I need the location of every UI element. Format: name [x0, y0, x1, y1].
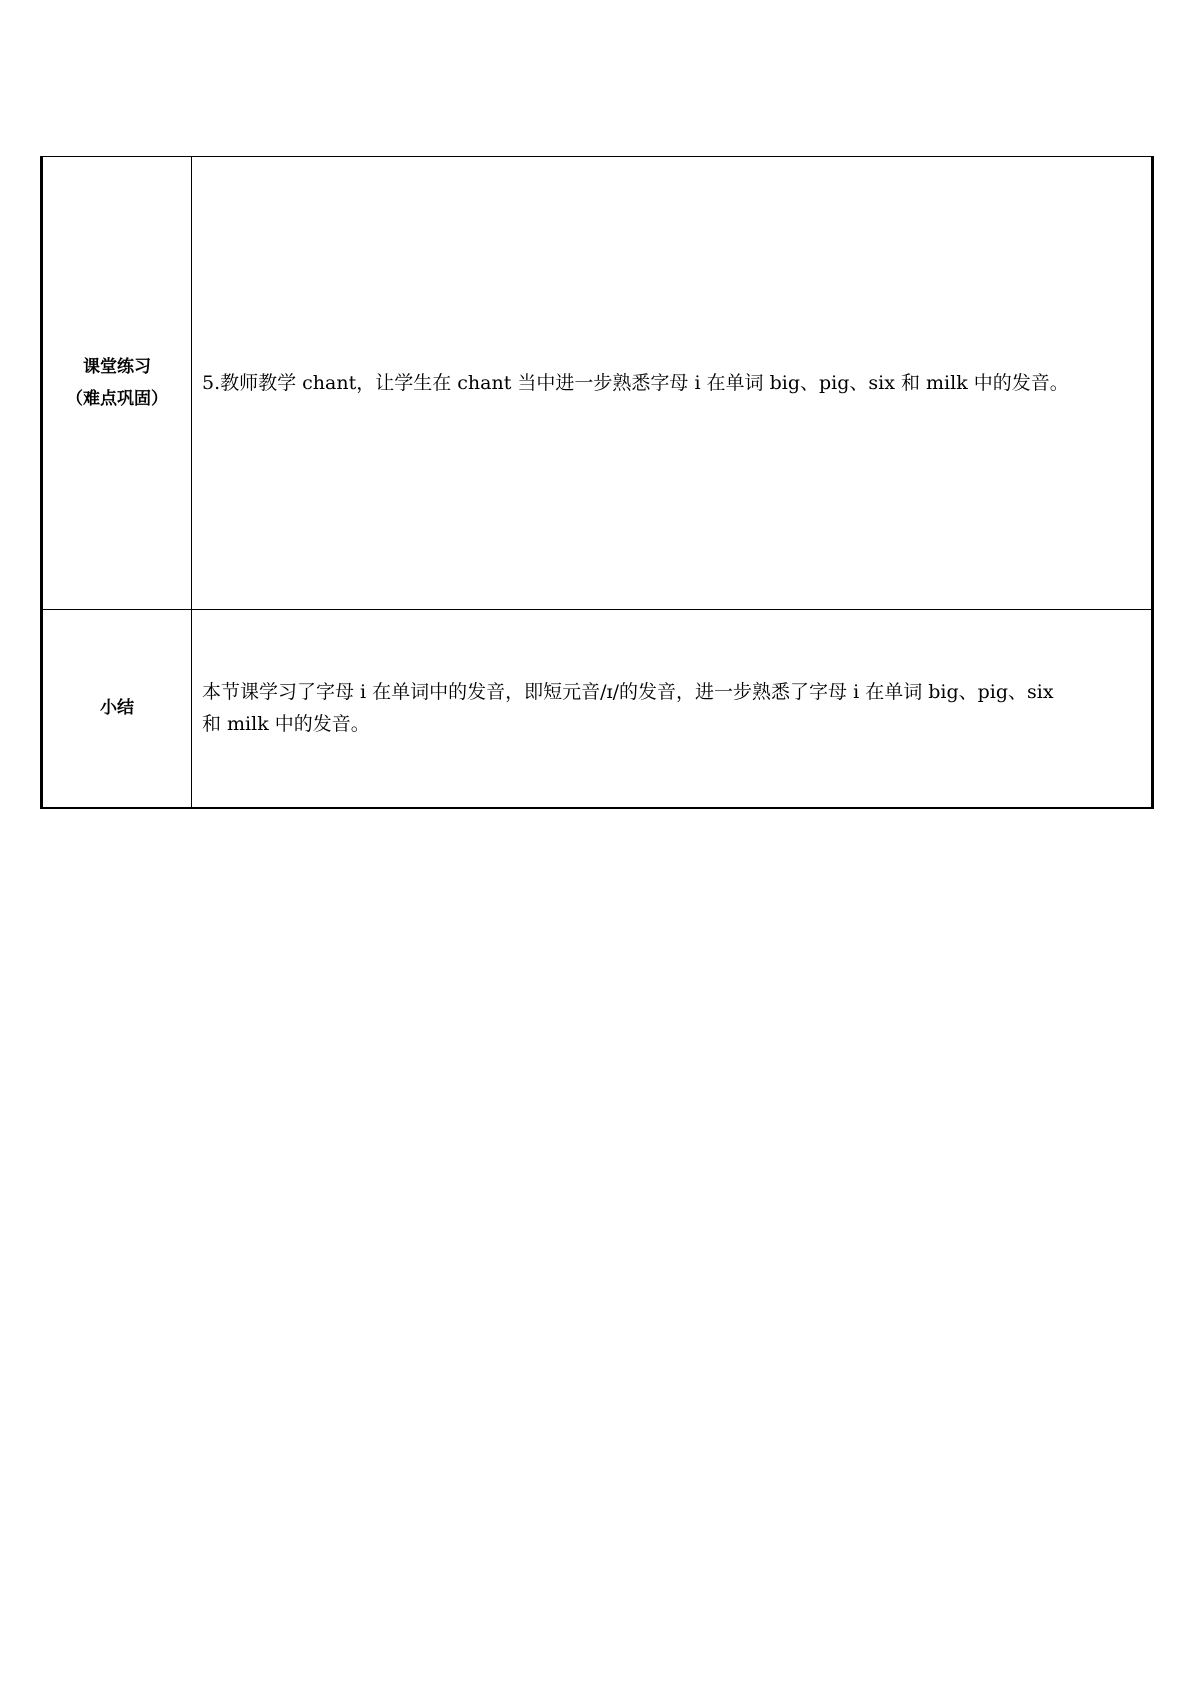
table-row-summary [42, 610, 1153, 808]
row-content-line: 5.教师教学 chant，让学生在 chant 当中进一步熟悉字母 i 在单词 big、pig、six 和 milk 中的发音。 [202, 372, 1069, 394]
row-label-cell [42, 157, 192, 610]
row-label-cell [42, 610, 192, 808]
row-content-line: 本节课学习了字母 i 在单词中的发音，即短元音/ɪ/的发音，进一步熟悉了字母 i 在单词 big、pig、six [202, 681, 1054, 704]
lesson-plan-table [40, 156, 1154, 809]
row-label-line: 小结 [100, 698, 134, 719]
row-content-cell [192, 610, 1153, 808]
row-content-cell [192, 157, 1153, 610]
row-label-line: 课堂练习 [83, 357, 151, 377]
row-content-line: 和 milk 中的发音。 [202, 713, 370, 736]
table-row-classroom-practice [42, 157, 1153, 610]
row-label-line: （难点巩固） [66, 389, 168, 409]
